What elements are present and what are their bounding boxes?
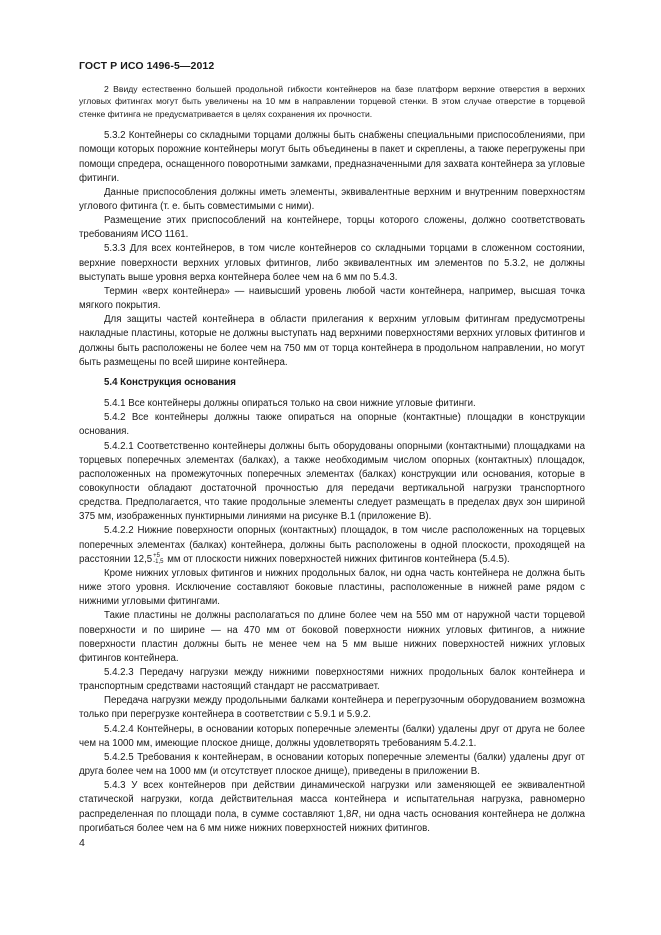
document-header: ГОСТ Р ИСО 1496-5—2012 [79,60,215,72]
paragraph: Размещение этих приспособлений на контейнере, торцы которого сложены, должно соответствовать требованиям ИСО 1161. [79,215,585,241]
paragraph-text: мм от плоскости нижних поверхностей нижних фитингов контейнера (5.4.5). [164,553,510,565]
tolerance-lower: -1,5 [153,559,164,566]
paragraph-5-4-2-4: 5.4.2.4 Контейнеры, в основании которых поперечные элементы (балки) удалены друг от друга не более чем на 1000 мм, имеющие плоское днище, должны удовлетворять требованиям 5.4.2.1. [79,723,585,749]
tolerance [153,553,163,565]
paragraph-text: 5.4.2.2 Нижние поверхности опорных (контактных) площадок, в том числе расположенных на торцевых поперечных элементах (балках) контейнера, должны быть расположены в одной плоскости, проходящей на расстоянии 12,5 [79,525,585,565]
paragraph: Передача нагрузки между продольными балками контейнера и перегрузочным оборудованием возможна только при перегрузке контейнера в соответствии с 5.9.1 и 5.9.2. [79,695,585,721]
paragraph-5-4-1: 5.4.1 Все контейнеры должны опираться только на свои нижние угловые фитинги. [104,398,476,410]
tolerance-upper: +5 [153,553,160,560]
paragraph: Термин «верх контейнера» — наивысший уровень любой части контейнера, например, высшая точка мягкого покрытия. [79,285,585,312]
paragraph-5-4-2: 5.4.2 Все контейнеры должны также опираться на опорные (контактные) площадки в конструкции основания. [79,412,585,438]
page-number: 4 [79,837,85,849]
paragraph: Данные приспособления должны иметь элементы, эквивалентные верхним и внутренним поверхностям углового фитинга (т. е. быть совместимыми с ними). [79,186,585,212]
paragraph-5-4-3 [79,779,585,836]
paragraph-5-3-2: 5.3.2 Контейнеры со складными торцами должны быть снабжены специальными приспособлениями, при помощи которых порожние контейнеры могут быть объединены в пакет и скреплены, а также перегружены при помощи спредера, оснащенного поворотными замками, предназначенными для захвата контейнера за угловые фитинги. [79,130,585,184]
paragraph-5-4-2-2 [79,524,585,566]
paragraph: Кроме нижних угловых фитингов и нижних продольных балок, ни одна часть контейнера не должна быть ниже этого уровня. Исключение составляют боковые пластины, расположенные в нижней раме рядом с нижними угловыми фитингами. [79,567,585,608]
variable-r: R [351,808,359,820]
note-paragraph: 2 Ввиду естественно большей продольной гибкости контейнеров на базе платформ верхние отверстия в верхних угловых фитингах могут быть увеличены на 10 мм в направлении торцевой стенки. В этом случае отверстие в торцевой стенке фитинга не предусматривается в целях сохранения их прочности. [79,84,585,119]
paragraph-5-4-2-1: 5.4.2.1 Соответственно контейнеры должны быть оборудованы опорными (контактными) площадками на торцевых поперечных элементах (балках), а также необходимым числом опорных (контактных) площадок, расположенных на промежуточных поперечных элементах (балках) конструкции или основания, которые в совокупности обладают достаточной прочностью для передачи вертикальной нагрузки транспортного средства. Предполагается, что такие продольные элементы следует размещать в пределах двух зон шириной 375 мм, изображенных пунктирными линиями на рисунке В.1 (приложение В). [79,440,585,523]
paragraph-text: , ни одна часть основания контейнера не должна прогибаться более чем на 6 мм ниже нижних поверхностей нижних фитингов. [79,808,586,834]
paragraph: Для защиты частей контейнера в области прилегания к верхним угловым фитингам предусмотрены накладные пластины, которые не должны выступать над верхними поверхностями верхних угловых фитингов и должны быть расположены не более чем на 750 мм от торца контейнера в продольном направлении, но могут быть размещены по всей ширине контейнера. [79,314,585,368]
section-heading: 5.4 Конструкция основания [104,376,236,388]
paragraph: Такие пластины не должны располагаться по длине более чем на 550 мм от наружной части торцевой поверхности и по ширине — на 470 мм от боковой поверхности нижних угловых фитингов, а нижние поверхности пластин должны быть не менее чем на 5 мм выше нижних поверхностей нижних угловых фитингов контейнера. [79,610,585,664]
paragraph-text: 5.4.3 У всех контейнеров при действии динамической нагрузки или заменяющей ее эквивалентной статической нагрузки, когда действительная масса контейнера и испытательная нагрузка, равномерно распределенная по площади пола, в сумме составляют 1,8 [79,780,585,820]
paragraph-5-4-2-5: 5.4.2.5 Требования к контейнерам, в основании которых поперечные элементы (балки) удалены друг от друга более чем на 1000 мм (и отсутствует плоское днище), приведены в приложении В. [79,751,585,778]
paragraph-5-4-2-3: 5.4.2.3 Передачу нагрузки между нижними поверхностями нижних продольных балок контейнера и транспортным средствами настоящий стандарт не рассматривает. [79,667,585,693]
document-body [79,83,585,836]
paragraph-5-3-3: 5.3.3 Для всех контейнеров, в том числе контейнеров со складными торцами в сложенном состоянии, верхние поверхности верхних угловых фитингов, либо эквивалентных им элементов по 5.3.2, не должны выступать выше уровня верха контейнера более чем на 6 мм по 5.4.3. [79,243,585,283]
